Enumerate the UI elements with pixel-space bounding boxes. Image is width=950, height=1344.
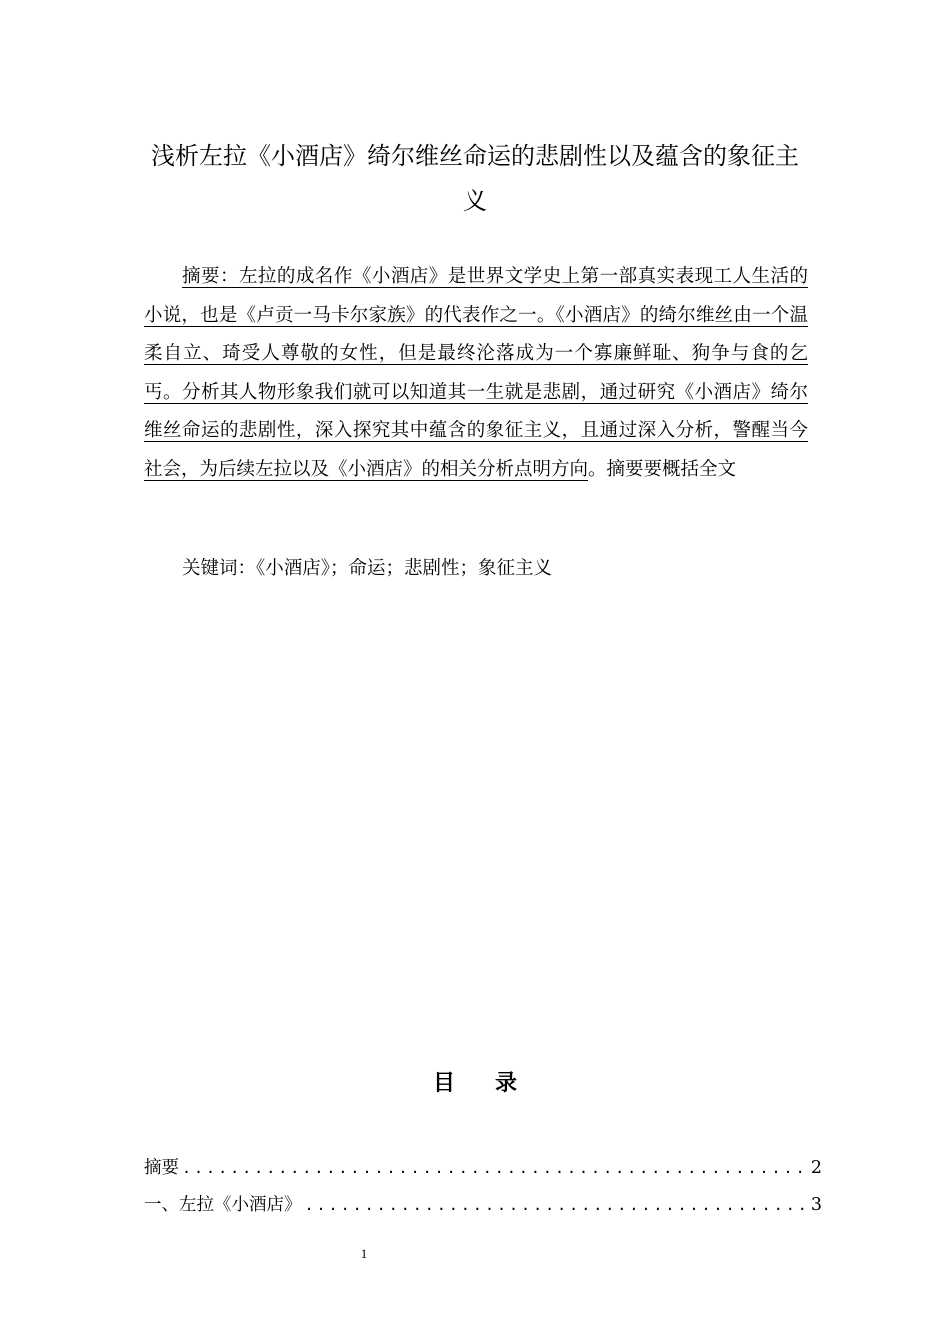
toc-entry-abstract[interactable] [144, 1154, 822, 1191]
toc-entry-page: 3 [810, 1195, 822, 1215]
keywords-line: 关键词：《小酒店》；命运；悲剧性；象征主义 [182, 558, 553, 579]
document-title: 浅析左拉《小酒店》绮尔维丝命运的悲剧性以及蕴含的象征主义 [151, 142, 799, 215]
toc-leader-dots [305, 1196, 808, 1214]
toc-entry-section-1[interactable] [144, 1191, 822, 1228]
abstract-underlined-text: 摘要：左拉的成名作《小酒店》是世界文学史上第一部真实表现工人生活的小说，也是《卢贡一马卡尔家族》的代表作之一。《小酒店》的绮尔维丝由一个温柔自立、琦受人尊敬的女性，但是最终沦落成为一个寡廉鲜耻、狗争与食的乞丐。分析其人物形象我们就可以知道其一生就是悲剧，通过研究《小酒店》绮尔维丝命运的悲剧性，深入探究其中蕴含的象征主义，且通过深入分析，警醒当今社会，为后续左拉以及《小酒店》的相关分析点明方向 [144, 266, 808, 480]
page-number: 1 [360, 1246, 368, 1261]
table-of-contents [144, 1154, 822, 1228]
toc-entry-label: 摘要 [144, 1158, 179, 1178]
toc-entry-page: 2 [810, 1158, 822, 1178]
toc-entry-label: 一、左拉《小酒店》 [144, 1195, 302, 1215]
abstract-tail-text: 。摘要要概括全文 [588, 458, 737, 480]
toc-leader-dots [182, 1159, 808, 1177]
toc-heading: 目录 [432, 1071, 557, 1096]
abstract-paragraph [144, 258, 808, 489]
